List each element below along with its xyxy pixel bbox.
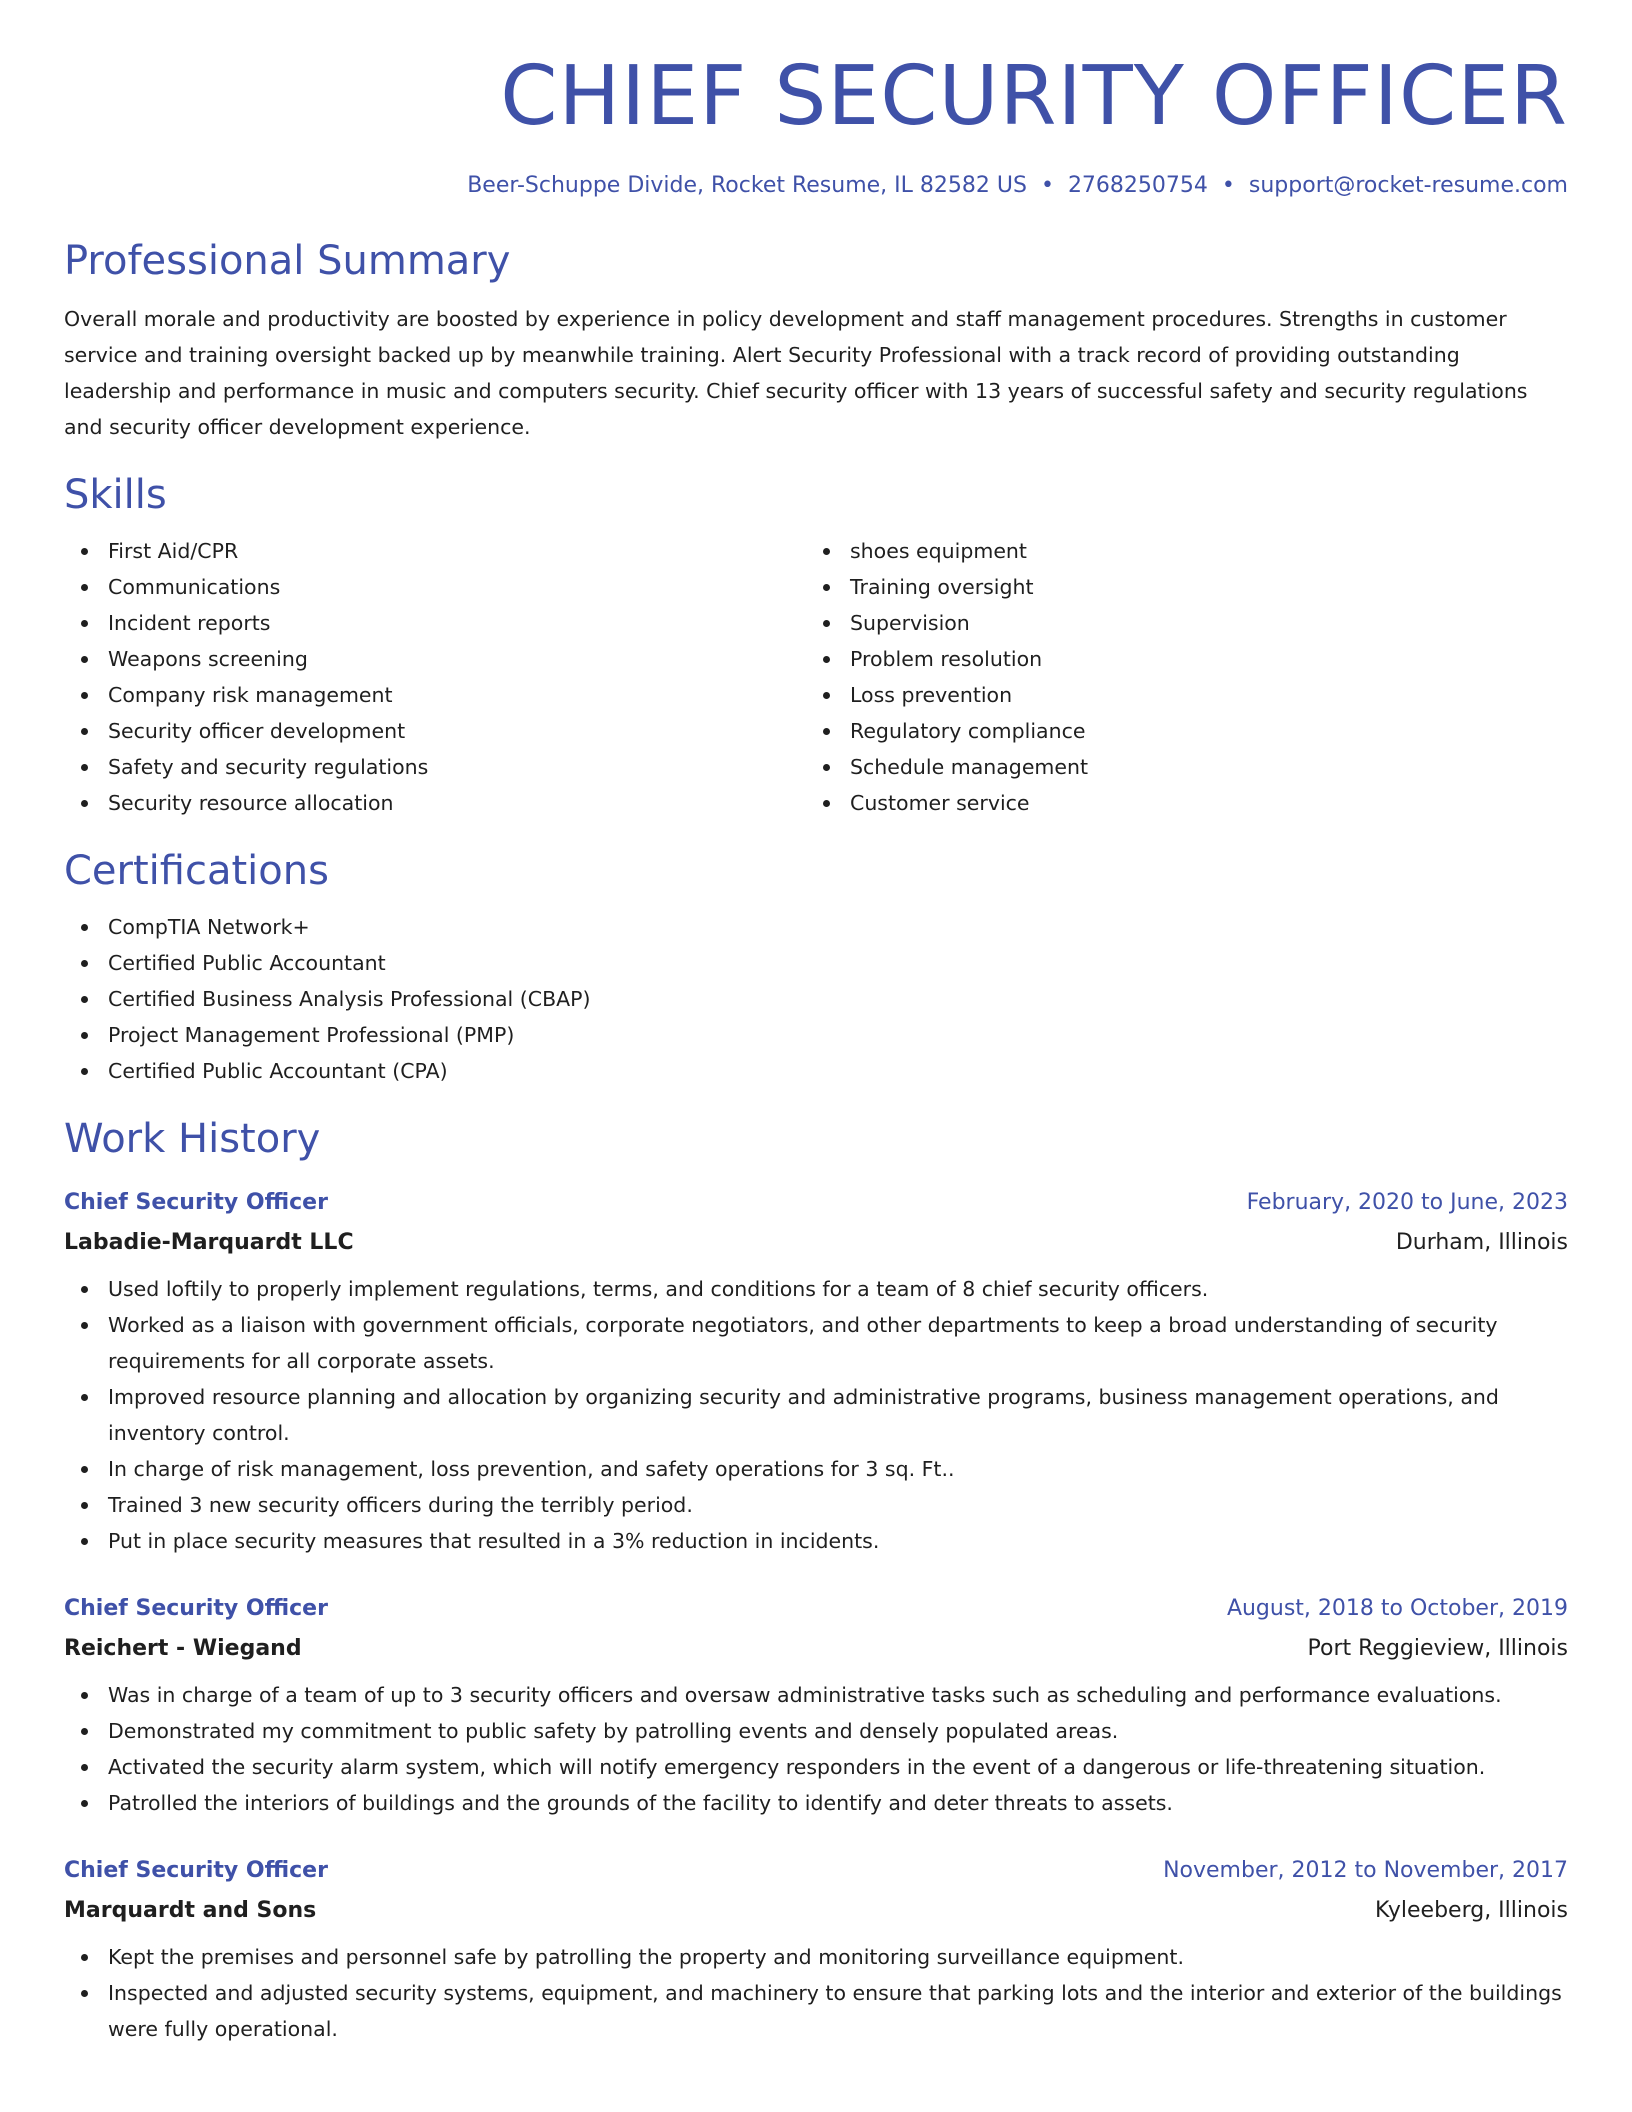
- job-location: Kyleeberg, Illinois: [1375, 1897, 1568, 1923]
- skill-item: Company risk management: [64, 677, 806, 713]
- certification-item: CompTIA Network+: [64, 909, 1568, 945]
- contact-phone: 2768250754: [1067, 173, 1208, 199]
- contact-separator: •: [1040, 173, 1054, 199]
- certification-item: Certified Business Analysis Professional (CBAP): [64, 981, 1568, 1017]
- job-bullet: Patrolled the interiors of buildings and the grounds of the facility to identify and deter threats to assets.: [64, 1785, 1568, 1821]
- certifications-list: [64, 909, 1568, 1089]
- job-bullet: Inspected and adjusted security systems, equipment, and machinery to ensure that parking lots and the interior and exterior of the buildings were fully operational.: [64, 1975, 1568, 2047]
- job-entry: [64, 1589, 1568, 1821]
- summary-section: [64, 237, 1568, 445]
- job-entry: [64, 1851, 1568, 2047]
- job-bullet: Demonstrated my commitment to public safety by patrolling events and densely populated areas.: [64, 1713, 1568, 1749]
- job-company-row: [64, 1891, 1568, 1931]
- skill-item: Problem resolution: [806, 641, 1548, 677]
- job-bullet: In charge of risk management, loss prevention, and safety operations for 3 sq. Ft..: [64, 1451, 1568, 1487]
- certification-item: Certified Public Accountant: [64, 945, 1568, 981]
- skills-list-right: [806, 533, 1548, 821]
- job-location: Durham, Illinois: [1395, 1229, 1568, 1255]
- job-bullet: Trained 3 new security officers during the terribly period.: [64, 1487, 1568, 1523]
- job-company: Labadie-Marquardt LLC: [64, 1229, 354, 1255]
- work-history-section: [64, 1115, 1568, 2047]
- skill-item: Safety and security regulations: [64, 749, 806, 785]
- skills-column-left: [64, 533, 806, 821]
- job-company: Reichert - Wiegand: [64, 1635, 302, 1661]
- job-bullets: [64, 1677, 1568, 1821]
- skill-item: Schedule management: [806, 749, 1548, 785]
- skill-item: First Aid/CPR: [64, 533, 806, 569]
- resume-header: [64, 49, 1568, 201]
- job-bullet: Put in place security measures that resulted in a 3% reduction in incidents.: [64, 1523, 1568, 1559]
- job-company-row: [64, 1223, 1568, 1263]
- skill-item: Communications: [64, 569, 806, 605]
- skills-heading: Skills: [64, 471, 167, 518]
- job-bullet: Activated the security alarm system, which will notify emergency responders in the event of a dangerous or life-threatening situation.: [64, 1749, 1568, 1785]
- job-entry: [64, 1183, 1568, 1559]
- summary-text: Overall morale and productivity are boosted by experience in policy development and staff management procedures. Strengths in customer service and training oversight backed up by meanwhile training. Alert Security Professional with a track record of providing outstanding leadership and performance in music and computers security. Chief security officer with 13 years of successful safety and security regulations and security officer development experience.: [64, 306, 1528, 439]
- skill-item: Supervision: [806, 605, 1548, 641]
- job-title-row: [64, 1851, 1568, 1891]
- contact-email: support@rocket-resume.com: [1248, 173, 1568, 199]
- job-bullets: [64, 1271, 1568, 1559]
- skill-item: Customer service: [806, 785, 1548, 821]
- resume-title: CHIEF SECURITY OFFICER: [500, 49, 1568, 144]
- job-company-row: [64, 1629, 1568, 1669]
- job-bullet: Worked as a liaison with government officials, corporate negotiators, and other departments to keep a broad understanding of security requirements for all corporate assets.: [64, 1307, 1568, 1379]
- job-dates: February, 2020 to June, 2023: [1246, 1189, 1568, 1215]
- contact-address: Beer-Schuppe Divide, Rocket Resume, IL 82582 US: [467, 173, 1027, 199]
- certifications-heading: Certifications: [64, 847, 329, 894]
- skills-list-left: [64, 533, 806, 821]
- work-history-heading: Work History: [64, 1115, 321, 1162]
- skills-column-right: [806, 533, 1548, 821]
- job-bullets: [64, 1939, 1568, 2047]
- skill-item: Incident reports: [64, 605, 806, 641]
- job-bullet: Was in charge of a team of up to 3 security officers and oversaw administrative tasks such as scheduling and performance evaluations.: [64, 1677, 1568, 1713]
- certification-item: Project Management Professional (PMP): [64, 1017, 1568, 1053]
- job-title: Chief Security Officer: [64, 1595, 328, 1621]
- skill-item: Security resource allocation: [64, 785, 806, 821]
- job-bullet: Used loftily to properly implement regulations, terms, and conditions for a team of 8 chief security officers.: [64, 1271, 1568, 1307]
- job-bullet: Kept the premises and personnel safe by patrolling the property and monitoring surveillance equipment.: [64, 1939, 1568, 1975]
- skills-grid: [64, 533, 1568, 821]
- job-title-row: [64, 1589, 1568, 1629]
- certification-item: Certified Public Accountant (CPA): [64, 1053, 1568, 1089]
- certifications-section: [64, 847, 1568, 1089]
- skill-item: Weapons screening: [64, 641, 806, 677]
- contact-separator: •: [1221, 173, 1235, 199]
- job-dates: August, 2018 to October, 2019: [1226, 1595, 1568, 1621]
- job-title: Chief Security Officer: [64, 1857, 328, 1883]
- skill-item: shoes equipment: [806, 533, 1548, 569]
- skill-item: Loss prevention: [806, 677, 1548, 713]
- job-location: Port Reggieview, Illinois: [1307, 1635, 1568, 1661]
- job-title-row: [64, 1183, 1568, 1223]
- skill-item: Regulatory compliance: [806, 713, 1548, 749]
- job-title: Chief Security Officer: [64, 1189, 328, 1215]
- summary-heading: Professional Summary: [64, 237, 511, 284]
- skill-item: Security officer development: [64, 713, 806, 749]
- skill-item: Training oversight: [806, 569, 1548, 605]
- job-dates: November, 2012 to November, 2017: [1163, 1857, 1568, 1883]
- contact-line: [64, 172, 1568, 201]
- skills-section: [64, 471, 1568, 821]
- job-company: Marquardt and Sons: [64, 1897, 317, 1923]
- job-bullet: Improved resource planning and allocation by organizing security and administrative programs, business management operations, and inventory control.: [64, 1379, 1568, 1451]
